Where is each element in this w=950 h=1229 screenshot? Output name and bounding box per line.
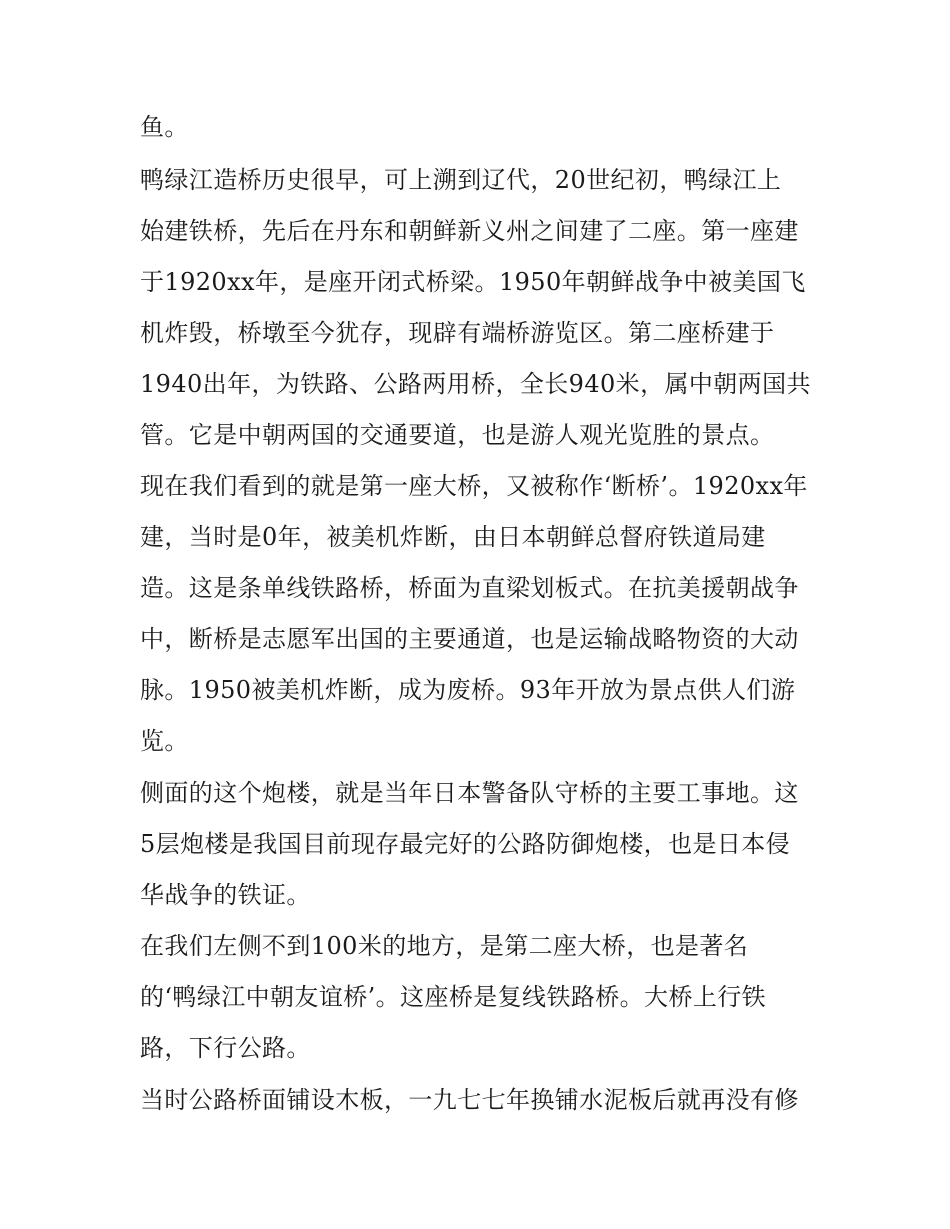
text-line: 当时公路桥面铺设木板，一九七七年换铺水泥板后就再没有修	[140, 1086, 799, 1114]
text-line: 1940出年，为铁路、公路两用桥，全长940米，属中朝两国共	[140, 370, 811, 398]
text-line: 在我们左侧不到100米的地方，是第二座大桥，也是著名	[140, 932, 749, 960]
text-line: 华战争的铁证。	[140, 881, 311, 909]
text-line: 5层炮楼是我国目前现存最完好的公路防御炮楼，也是日本侵	[140, 830, 791, 858]
text-line: 路，下行公路。	[140, 1034, 311, 1062]
text-line: 建，当时是0年，被美机炸断，由日本朝鲜总督府铁道局建	[140, 523, 766, 551]
text-line: 的‘鸭绿江中朝友谊桥’。这座桥是复线铁路桥。大桥上行铁	[140, 983, 767, 1011]
text-line: 览。	[140, 727, 189, 755]
text-line: 于1920xx年，是座开闭式桥梁。1950年朝鲜战争中被美国飞	[140, 268, 806, 296]
text-line: 机炸毁，桥墩至今犹存，现辟有端桥游览区。第二座桥建于	[140, 319, 775, 347]
text-line: 中，断桥是志愿军出国的主要通道，也是运输战略物资的大动	[140, 625, 799, 653]
text-line: 管。它是中朝两国的交通要道，也是游人观光览胜的景点。	[140, 421, 775, 449]
text-line: 侧面的这个炮楼，就是当年日本警备队守桥的主要工事地。这	[140, 779, 799, 807]
text-line: 造。这是条单线铁路桥，桥面为直梁划板式。在抗美援朝战争	[140, 574, 799, 602]
text-line: 鱼。	[140, 113, 189, 141]
text-line: 鸭绿江造桥历史很早，可上溯到辽代，20世纪初，鸭绿江上	[140, 166, 782, 194]
text-line: 脉。1950被美机炸断，成为废桥。93年开放为景点供人们游	[140, 676, 796, 704]
text-line: 始建铁桥，先后在丹东和朝鲜新义州之间建了二座。第一座建	[140, 217, 799, 245]
text-line: 现在我们看到的就是第一座大桥，又被称作‘断桥’。1920xx年	[140, 472, 808, 500]
